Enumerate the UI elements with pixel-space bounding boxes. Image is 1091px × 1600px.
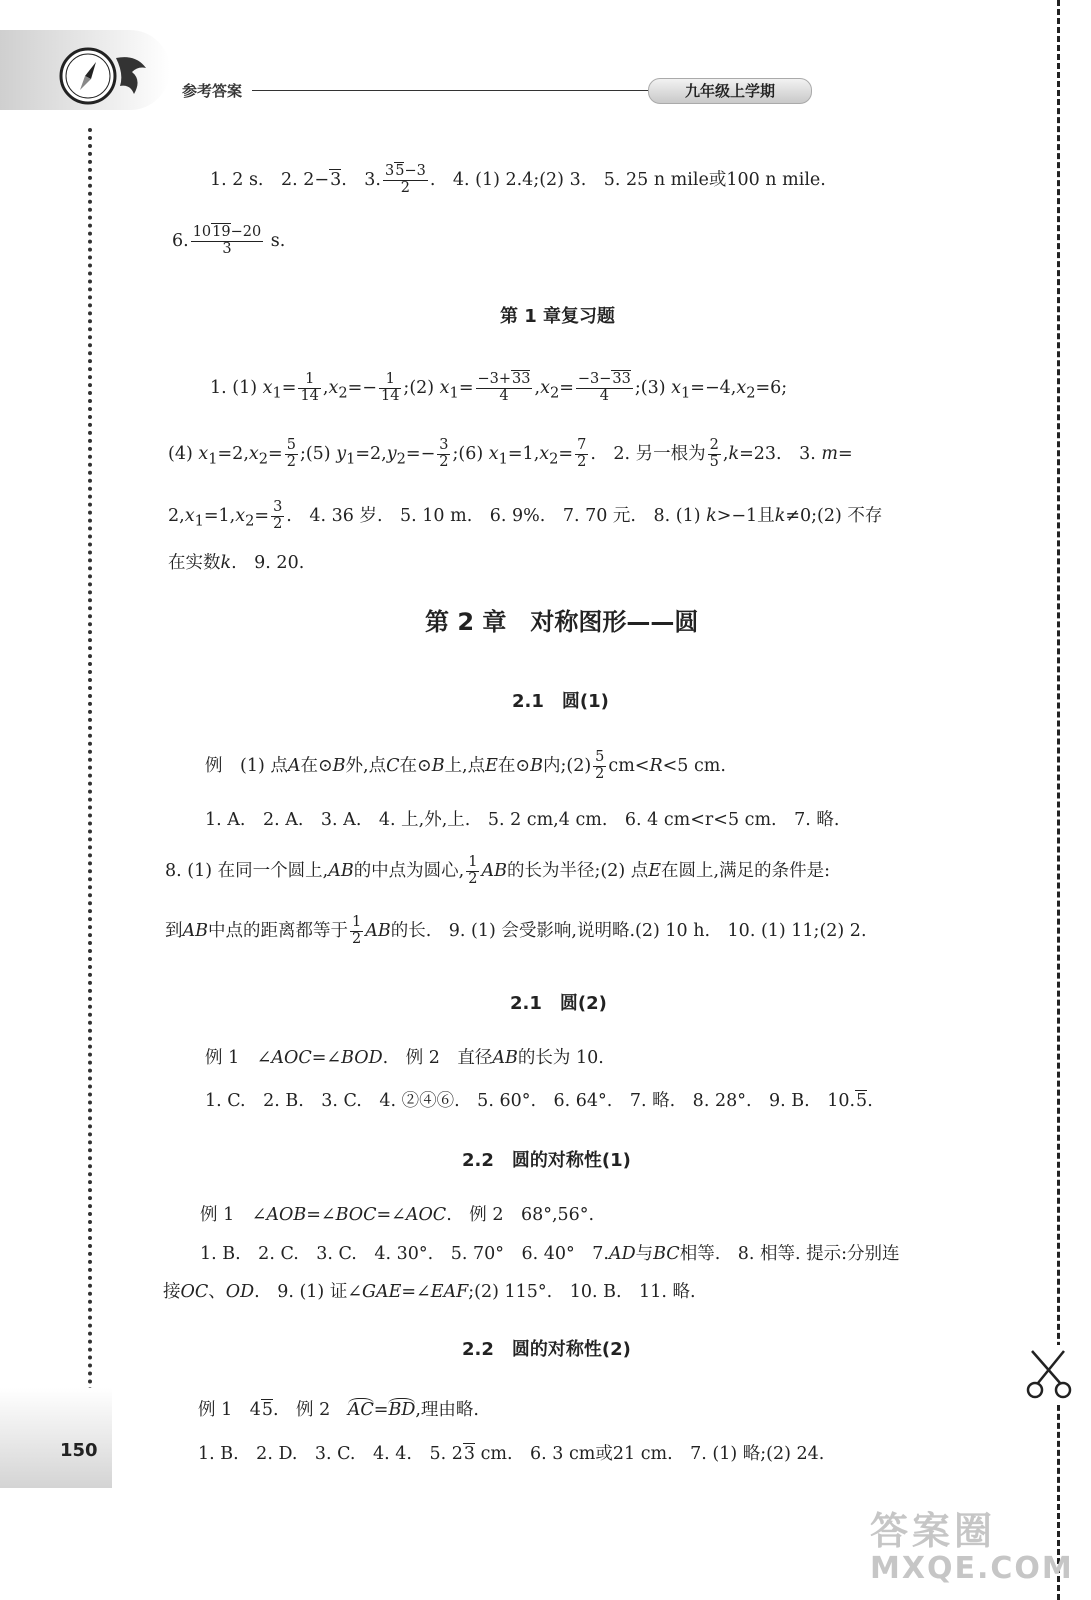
section-title: 2.2 圆的对称性(2)	[462, 1339, 631, 1360]
answer-line: 在实数k. 9. 20.	[168, 553, 305, 573]
watermark: 答案圈 MXQE.COM	[870, 1509, 1074, 1586]
grade-badge: 九年级上学期	[648, 78, 812, 104]
page-number-backdrop	[0, 1388, 112, 1488]
answer-line: 8. (1) 在同一个圆上,AB的中点为圆心, $\frac{1}{2}$ AB的长为半径;(2) 点E在圆上,满足的条件是:	[165, 854, 830, 887]
compass-logo-icon	[58, 44, 154, 108]
answer-line: 到AB中点的距离都等于 $\frac{1}{2}$ AB的长. 9. (1) 会受影响,说明略.(2) 10 h. 10. (1) 11;(2) 2.	[165, 914, 867, 947]
answer-line: 接OC、OD. 9. (1) 证∠GAE=∠EAF;(2) 115°. 10. B. 11. 略.	[163, 1282, 696, 1302]
answer-line: 6. $\frac{1019-20}{3}$ s.	[172, 224, 286, 257]
answer-line: 例 1 ∠AOC=∠BOD. 例 2 直径AB的长为 10.	[205, 1048, 604, 1068]
chapter-title: 第 2 章 对称图形——圆	[425, 608, 699, 636]
section-title: 2.2 圆的对称性(1)	[462, 1150, 631, 1171]
section-title: 2.1 圆(2)	[510, 993, 607, 1014]
answer-line: 1. B. 2. D. 3. C. 4. 4. 5. 23 cm. 6. 3 cm或21 cm. 7. (1) 略;(2) 24.	[198, 1444, 825, 1464]
dotted-margin-line	[88, 128, 92, 1393]
answer-line: $2,x_1=1,x_2=$ $\frac{3}{2}$ . 4. 36 岁. 5. 10 m. 6. 9%. 7. 70 元. 8. (1) k>−1且k≠0;(2) 不存	[168, 499, 883, 532]
answer-line: 1. B. 2. C. 3. C. 4. 30°. 5. 70° 6. 40° 7.AD与BC相等. 8. 相等. 提示:分别连	[200, 1244, 900, 1264]
page-number: 150	[60, 1440, 98, 1461]
answer-line: (4) $x_1=2,x_2=$ $\frac{5}{2}$ ;(5) $y_1=2,y_2=-$ $\frac{3}{2}$ ;(6) $x_1=1,x_2=$ $\frac{7}{2}$ . 2. 另一根为 $\frac{2}{5}$ ,k=23. 3. m=	[168, 437, 853, 470]
answer-line: 1. (1) $x_1=$ $\frac{1}{14}$ $,x_2=-$ $\frac{1}{14}$ ;(2) $x_1=$ $\frac{-3+33}{4}$ $,x_2=$ $\frac{-3-33}{4}$ ;(3) $x_1=-4,x_2=6$;	[210, 371, 788, 404]
header-rule	[252, 90, 652, 91]
section-title: 第 1 章复习题	[500, 306, 616, 327]
header-label: 参考答案	[182, 82, 243, 100]
answer-line: 例 1 45. 例 2 AC=BD,理由略.	[198, 1400, 479, 1420]
answer-line: 1. 2 s. 2. 2−3. 3. $\frac{35-3}{2}$ . 4. (1) 2.4;(2) 3. 5. 25 n mile或100 n mile.	[210, 163, 826, 196]
answer-line: 例 (1) 点A在⊙B外,点C在⊙B上,点E在⊙B内;(2) $\frac{5}{2}$ cm<R<5 cm.	[205, 749, 726, 782]
answer-line: 1. A. 2. A. 3. A. 4. 上,外,上. 5. 2 cm,4 cm. 6. 4 cm<r<5 cm. 7. 略.	[205, 810, 840, 830]
answer-line: 1. C. 2. B. 3. C. 4. ②④⑥. 5. 60°. 6. 64°. 7. 略. 8. 28°. 9. B. 10.5.	[205, 1091, 873, 1111]
section-title: 2.1 圆(1)	[512, 691, 609, 712]
scissors-icon	[1024, 1345, 1074, 1405]
answer-line: 例 1 ∠AOB=∠BOC=∠AOC. 例 2 68°,56°.	[200, 1205, 595, 1225]
